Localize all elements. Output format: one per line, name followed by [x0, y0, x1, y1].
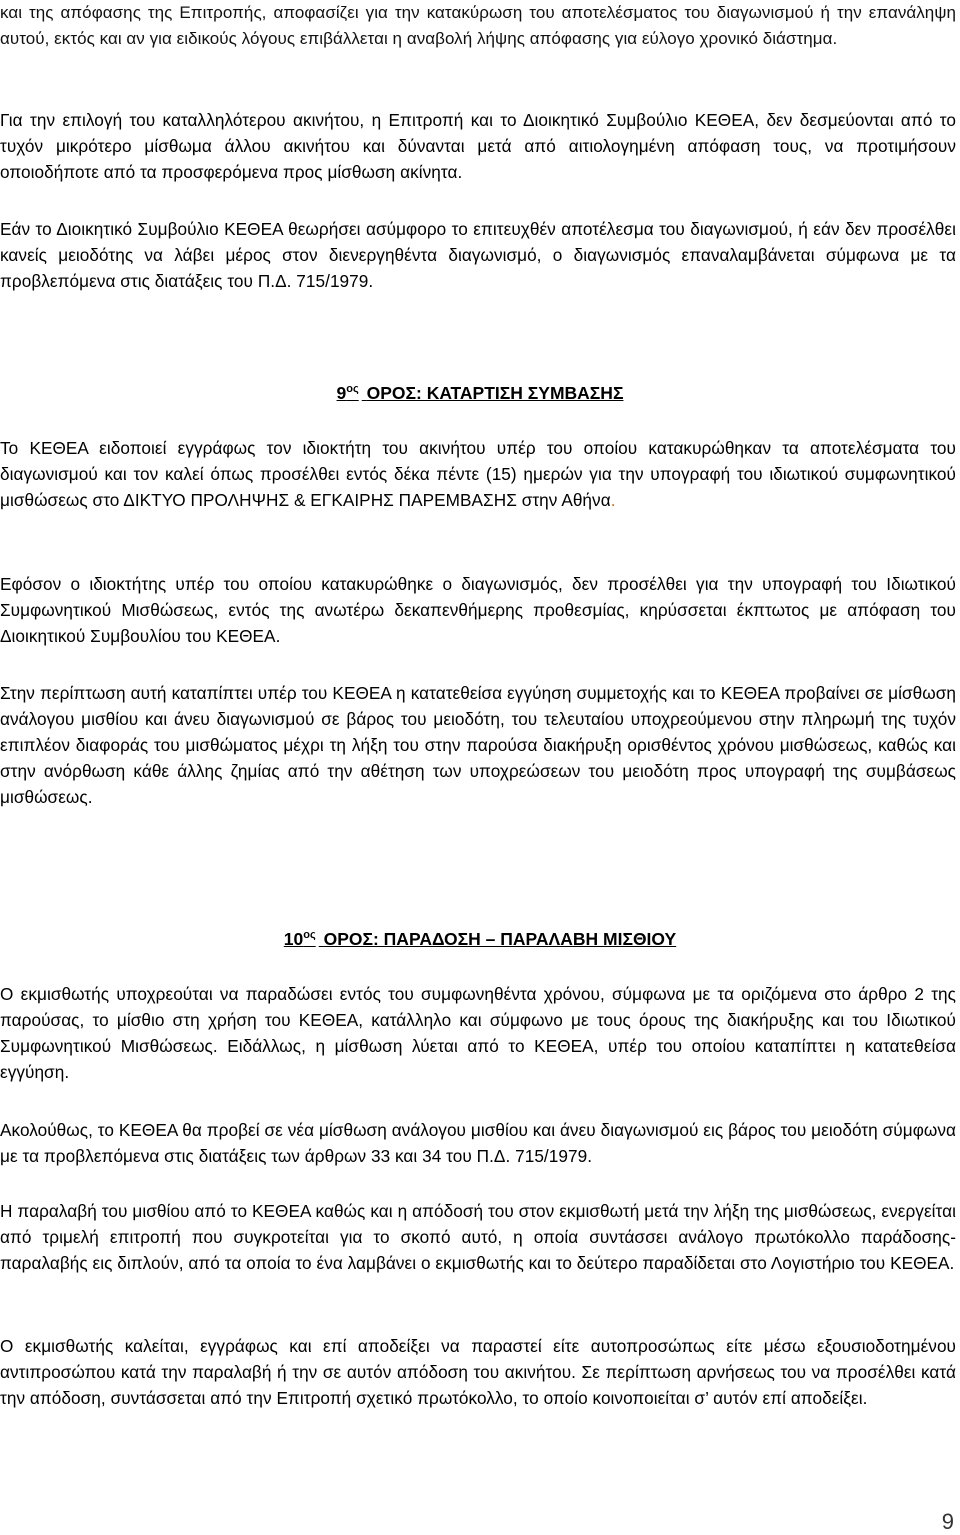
heading-10-number: 10: [283, 929, 304, 949]
heading-10-ordinal: ος: [303, 929, 316, 941]
heading-10-title: ΟΡΟΣ: ΠΑΡΑΔΟΣΗ – ΠΑΡΑΛΑΒΗ ΜΙΣΘΙΟΥ: [323, 929, 677, 949]
page-number: 9: [941, 1509, 954, 1534]
section-heading-9: [0, 381, 960, 405]
paragraph-lessor-presence: Ο εκμισθωτής καλείται, εγγράφως και επί αποδείξει να παραστεί είτε αυτοπροσώπως είτε μέσω εξουσιοδοτημένου αντιπροσώπου κατά την παραλαβή ή την σε αυτόν απόδοση του ακινήτου. Σε περίπτωση αρνήσεως του να προσέλθει κατά την απόδοση, συντάσσεται από την Επιτροπή σχετικό πρωτόκολλο, το οποίο κοινοποιείται σ’ αυτόν επί αποδείξει.: [0, 1336, 956, 1409]
paragraph-forfeiture: Εφόσον ο ιδιοκτήτης υπέρ του οποίου κατακυρώθηκε ο διαγωνισμός, δεν προσέλθει για την υπογραφή του Ιδιωτικού Συμφωνητικού Μισθώσεως, εντός της ανωτέρω δεκαπενθήμερης προθεσμίας, κηρύσσεται έκπτωτος με απόφαση του Διοικητικού Συμβουλίου του ΚΕΘΕΑ.: [0, 574, 956, 647]
paragraph-receipt-committee: Η παραλαβή του μισθίου από το ΚΕΘΕΑ καθώς και η απόδοσή του στον εκμισθωτή μετά την λήξη της μισθώσεως, ενεργείται από τριμελή επιτροπή που συγκροτείται για το σκοπό αυτό, η οποία συντάσσει ανάλογο πρωτόκολλο παράδοσης-παραλαβής εις διπλούν, από τα οποία το ένα λαμβάνει ο εκμισθωτής και το δεύτερο παραδίδεται στο Λογιστήριο του ΚΕΘΕΑ.: [0, 1201, 956, 1274]
paragraph-handover-obligation: Ο εκμισθωτής υποχρεούται να παραδώσει εντός του συμφωνηθέντα χρόνου, σύμφωνα με τα οριζόμενα στο άρθρο 2 της παρούσας, το μίσθιο στη χρήση του ΚΕΘΕΑ, κατάλληλο και σύμφωνο με τους όρους της διακήρυξης και του Ιδιωτικού Συμφωνητικού Μισθώσεως. Ειδάλλως, η μίσθωση λύεται από το ΚΕΘΕΑ, υπέρ του οποίου καταπίπτει η κατατεθείσα εγγύηση.: [0, 984, 956, 1083]
section-heading-10: [0, 927, 960, 951]
heading-9-ordinal: ος: [346, 383, 359, 395]
paragraph-notification-text: Το ΚΕΘΕΑ ειδοποιεί εγγράφως τον ιδιοκτήτη του ακινήτου υπέρ του οποίου κατακυρώθηκαν τα αποτελέσματα του διαγωνισμού και τον καλεί όπως προσέλθει εντός δέκα πέντε (15) ημερών για την υπογραφή του ιδιωτικού συμφωνητικού μισθώσεως στο ΔΙΚΤΥΟ ΠΡΟΛΗΨΗΣ & ΕΓΚΑΙΡΗΣ ΠΑΡΕΜΒΑΣΗΣ στην Αθήνα: [0, 438, 956, 511]
heading-9-title: ΟΡΟΣ: ΚΑΤΑΡΤΙΣΗ ΣΥΜΒΑΣΗΣ: [366, 383, 624, 403]
paragraph-guarantee-forfeit: Στην περίπτωση αυτή καταπίπτει υπέρ του ΚΕΘΕΑ η κατατεθείσα εγγύηση συμμετοχής και το ΚΕΘΕΑ προβαίνει σε μίσθωση ανάλογου μισθίου και άνευ διαγωνισμού σε βάρος του μειοδότη, του τελευταίου υποχρεούμενου στην πληρωμή της τυχόν επιπλέον διαφοράς του μισθώματος μέχρι τη λήξη του στην παρούσα διακήρυξη ορισθέντος χρόνου μισθώσεως, καθώς και στην ανόρθωση κάθε άλλης ζημίας από την αθέτηση των υποχρεώσεων του μειοδότη προς υπογραφή της συμβάσεως μισθώσεως.: [0, 683, 956, 808]
paragraph-property-selection: Για την επιλογή του καταλληλότερου ακινήτου, η Επιτροπή και το Διοικητικό Συμβούλιο ΚΕΘΕΑ, δεν δεσμεύονται από το τυχόν μικρότερο μίσθωμα άλλου ακινήτου και δύνανται μετά από αιτιολογημένη απόφαση τους, να προτιμήσουν οποιοδήποτε από τα προσφερόμενα προς μίσθωση ακίνητα.: [0, 110, 956, 183]
paragraph-new-lease: Ακολούθως, το ΚΕΘΕΑ θα προβεί σε νέα μίσθωση ανάλογου μισθίου και άνευ διαγωνισμού εις βάρος του μειοδότη σύμφωνα με τα προβλεπόμενα στις διατάξεις των άρθρων 33 και 34 του Π.Δ. 715/1979.: [0, 1120, 956, 1167]
heading-9-number: 9: [336, 383, 347, 403]
paragraph-notification-period: .: [610, 490, 616, 511]
paragraph-decision-continuation: και της απόφασης της Επιτροπής, αποφασίζει για την κατακύρωση του αποτελέσματος του διαγωνισμού ή την επανάληψη αυτού, εκτός και αν για ειδικούς λόγους επιβάλλεται η αναβολή λήψης απόφασης για εύλογο χρονικό διάστημα.: [0, 3, 956, 48]
paragraph-notification: [0, 435, 956, 513]
paragraph-tender-repetition: Εάν το Διοικητικό Συμβούλιο ΚΕΘΕΑ θεωρήσει ασύμφορο το επιτευχθέν αποτέλεσμα του διαγωνισμού, ή εάν δεν προσέλθει κανείς μειοδότης να λάβει μέρος στον διενεργηθέντα διαγωνισμό, ο διαγωνισμός επαναλαμβάνεται σύμφωνα με τα προβλεπόμενα στις διατάξεις του Π.Δ. 715/1979.: [0, 219, 956, 292]
